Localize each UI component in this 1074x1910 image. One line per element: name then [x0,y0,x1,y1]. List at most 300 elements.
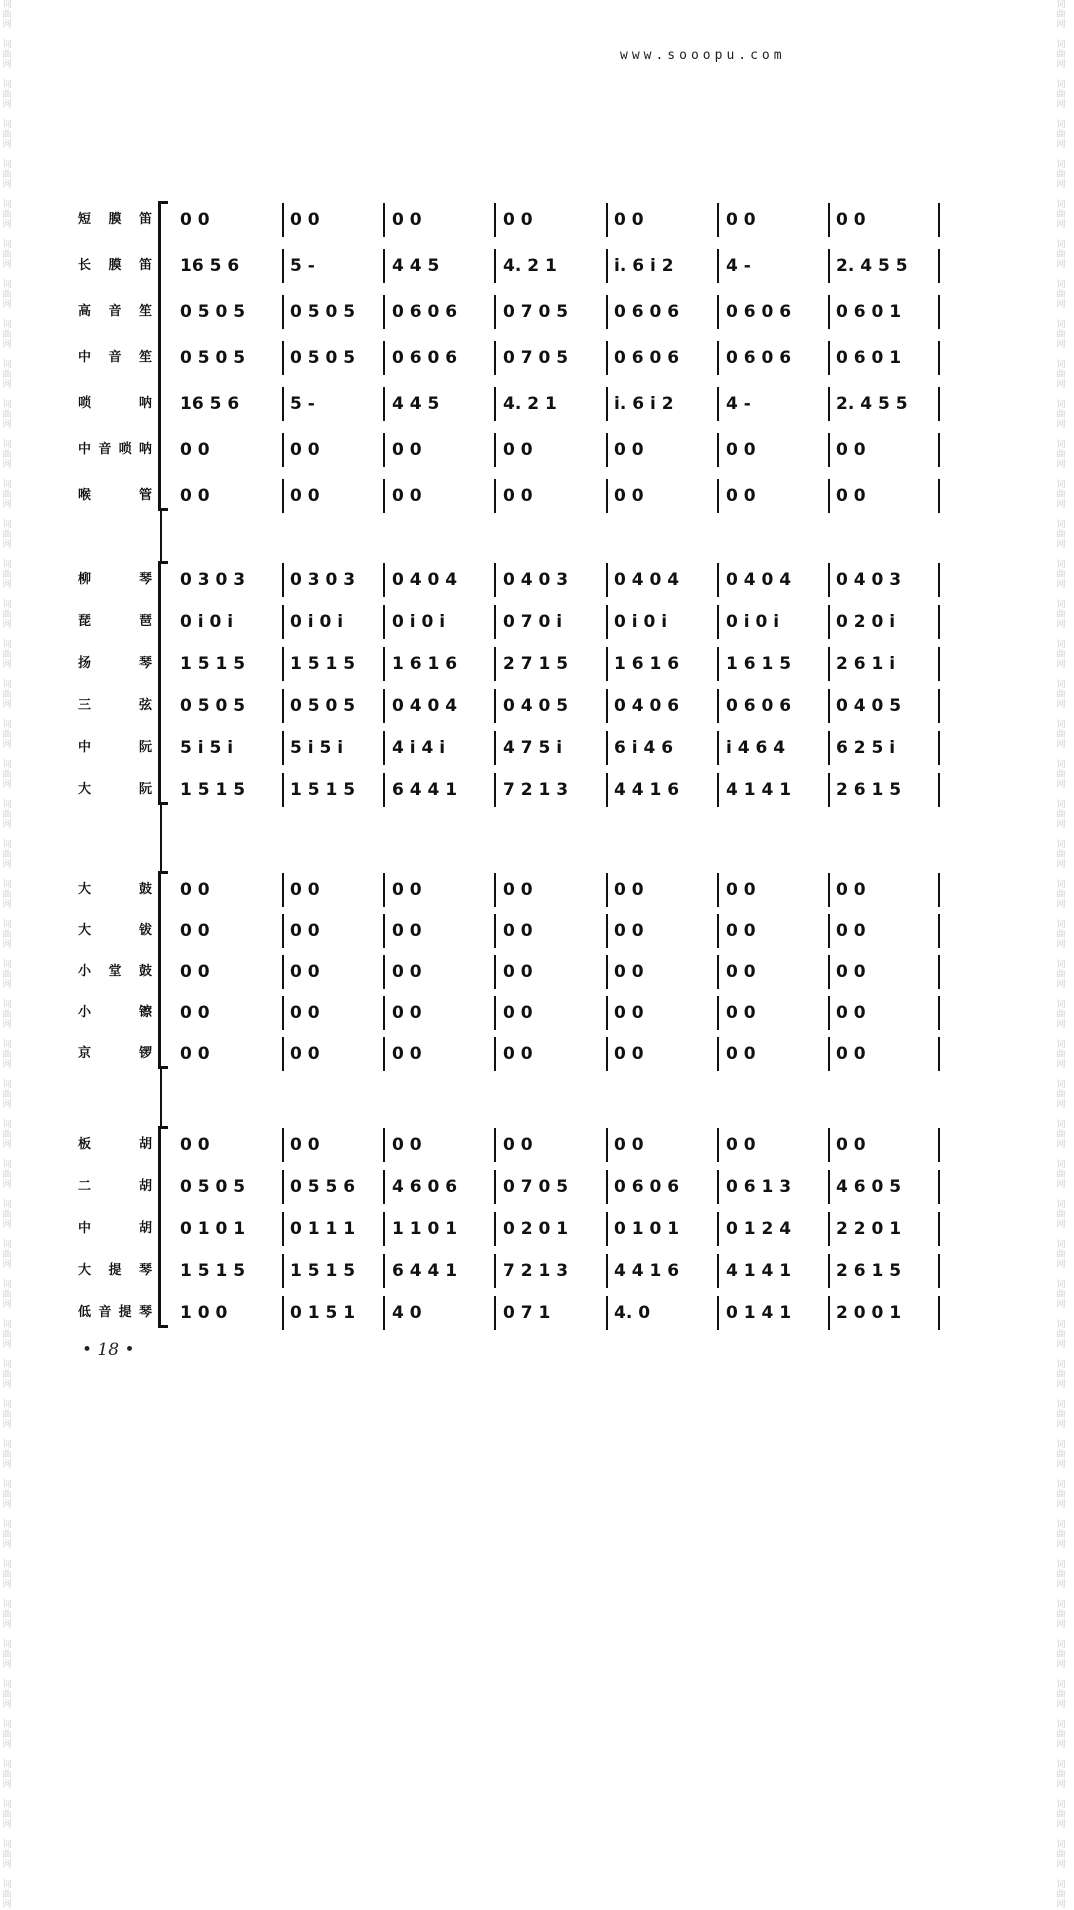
bar-line [494,563,496,597]
bar-line [828,1128,830,1162]
measure: 0 5 0 5 [180,1177,246,1197]
measure: 1 6 1 6 [614,654,680,674]
measure: 0 1 1 1 [290,1219,356,1239]
bar-line [383,996,385,1030]
instrument-label: 中胡 [78,1221,152,1236]
bar-line [383,1296,385,1330]
instrument-row [0,1130,1074,1160]
bar-line [717,689,719,723]
bar-line [828,731,830,765]
measure: 4 4 1 6 [614,780,680,800]
measure: 2 6 1 5 [836,780,902,800]
measure: 0 4 0 4 [614,570,680,590]
bar-line [282,1254,284,1288]
bar-line [282,955,284,989]
measure: 0 0 [180,1003,210,1023]
instrument-row [0,775,1074,805]
measure: 0 6 0 6 [392,348,458,368]
instrument-row [0,1214,1074,1244]
bar-line [606,1296,608,1330]
measure: 1 5 1 5 [290,1261,356,1281]
measure: 0 0 [290,880,320,900]
measure: 0 5 0 5 [290,696,356,716]
measure: 0 5 0 5 [290,348,356,368]
bar-line [606,1170,608,1204]
bar-line [717,731,719,765]
bar-line [494,914,496,948]
measure: 0 4 0 5 [836,696,902,716]
instrument-row [0,607,1074,637]
instrument-label: 琵琶 [78,614,152,629]
instrument-row [0,1256,1074,1286]
bar-line [606,295,608,329]
bar-line [606,996,608,1030]
bar-line [606,731,608,765]
measure: 0 0 [180,486,210,506]
bar-line [938,1037,940,1071]
bar-line [282,203,284,237]
instrument-row [0,649,1074,679]
measure: 0 0 [180,962,210,982]
bar-line [282,1037,284,1071]
bar-line [282,563,284,597]
measure: 0 0 [392,440,422,460]
bar-line [938,295,940,329]
system-connector [160,805,162,871]
bar-line [938,773,940,807]
measure: 0 0 [614,1135,644,1155]
instrument-row [0,733,1074,763]
measure: 0 0 [614,486,644,506]
measure: 0 0 [290,210,320,230]
measure: 6 2 5 i [836,738,896,758]
measure: 7 2 1 3 [503,1261,569,1281]
instrument-row [0,297,1074,327]
bar-line [717,387,719,421]
bar-line [494,873,496,907]
bar-line [494,689,496,723]
measure: 4. 2 1 [503,394,557,414]
measure: 0 0 [180,880,210,900]
bar-line [938,433,940,467]
measure: 0 0 [726,486,756,506]
bar-line [282,731,284,765]
bar-line [606,914,608,948]
measure: 7 2 1 3 [503,780,569,800]
measure: 4 0 [392,1303,422,1323]
instrument-label: 中阮 [78,740,152,755]
bar-line [494,647,496,681]
bar-line [717,1170,719,1204]
bar-line [282,249,284,283]
measure: i 4 6 4 [726,738,786,758]
measure: 5 - [290,394,315,414]
instrument-label: 喉管 [78,488,152,503]
instrument-row [0,916,1074,946]
bar-line [828,1254,830,1288]
measure: 2 6 1 i [836,654,896,674]
bar-line [606,873,608,907]
instrument-row [0,957,1074,987]
measure: 0 1 2 4 [726,1219,792,1239]
measure: 0 5 0 5 [290,302,356,322]
bar-line [494,605,496,639]
instrument-label: 中音唢呐 [78,442,152,457]
measure: 1 6 1 5 [726,654,792,674]
measure: 0 2 0 i [836,612,896,632]
bar-line [494,1254,496,1288]
measure: 4 1 4 1 [726,1261,792,1281]
measure: 0 0 [290,486,320,506]
bar-line [383,605,385,639]
measure: 0 7 0 i [503,612,563,632]
measure: 0 0 [503,1135,533,1155]
measure: 0 3 0 3 [290,570,356,590]
bar-line [828,295,830,329]
measure: 0 0 [180,921,210,941]
bar-line [717,873,719,907]
measure: 1 6 1 6 [392,654,458,674]
measure: 0 4 0 4 [392,570,458,590]
bar-line [717,203,719,237]
measure: 0 1 5 1 [290,1303,356,1323]
instrument-label: 二胡 [78,1179,152,1194]
measure: 0 0 [503,1044,533,1064]
bar-line [717,1254,719,1288]
measure: 4 1 4 1 [726,780,792,800]
bar-line [938,873,940,907]
measure: 0 0 [503,210,533,230]
bar-line [606,1037,608,1071]
instrument-row [0,343,1074,373]
measure: 0 4 0 4 [726,570,792,590]
bar-line [494,1128,496,1162]
bar-line [383,955,385,989]
instrument-row [0,389,1074,419]
bar-line [938,996,940,1030]
measure: 2 0 0 1 [836,1303,902,1323]
bar-line [828,647,830,681]
bar-line [606,689,608,723]
bar-line [717,563,719,597]
bar-line [494,295,496,329]
measure: 0 0 [180,210,210,230]
bar-line [494,387,496,421]
bar-line [717,773,719,807]
measure: 0 0 [836,962,866,982]
instrument-label: 高音笙 [78,304,152,319]
bar-line [606,479,608,513]
measure: 0 0 [726,1003,756,1023]
bar-line [282,647,284,681]
watermark-right: 词 曲 网 词 曲 网 词 曲 网 词 曲 网 词 曲 网 词 曲 网 词 曲 网 词 曲 网 词 曲 网 词 曲 网 词 曲 网 词 曲 网 词 曲 网 词 曲 网 词 曲 网 词 曲 网 词 曲 网 词 曲 网 词 曲 网 词 曲 网 词 曲 网 词 曲 网 词 曲 网 词 曲 网 词 曲 网 词 曲 网 词 曲 网 词 曲 网 词 曲 网 词 曲 网 词 曲 网 词 曲 网 词 曲 网 词 曲 网 词 曲 网 词 曲 网 词 曲 网 词 曲 网 词 曲 网 词 曲 网 词 曲 网 词 曲 网 词 曲 网 词 曲 网 词 曲 网 词 曲 网 词 曲 网 词 曲 网 [1056,0,1066,1910]
measure: 0 5 0 5 [180,696,246,716]
measure: 5 i 5 i [180,738,234,758]
bar-line [828,341,830,375]
measure: 0 i 0 i [290,612,344,632]
measure: 0 0 [290,962,320,982]
measure: 0 5 0 5 [180,348,246,368]
bar-line [383,295,385,329]
measure: 0 0 [726,1044,756,1064]
bar-line [383,203,385,237]
measure: 0 4 0 3 [503,570,569,590]
bar-line [717,1128,719,1162]
bar-line [606,563,608,597]
measure: 5 i 5 i [290,738,344,758]
measure: 0 i 0 i [392,612,446,632]
bar-line [828,1037,830,1071]
instrument-label: 中音笙 [78,350,152,365]
measure: 5 - [290,256,315,276]
bar-line [828,479,830,513]
bar-line [383,341,385,375]
measure: 0 0 [836,921,866,941]
measure: 0 0 [290,440,320,460]
measure: 16 5 6 [180,394,240,414]
bar-line [828,1296,830,1330]
instrument-label: 大阮 [78,782,152,797]
measure: 0 0 [392,921,422,941]
measure: 0 6 0 1 [836,348,902,368]
bar-line [383,1128,385,1162]
measure: 0 0 [290,921,320,941]
bar-line [282,873,284,907]
measure: 0 0 [836,486,866,506]
bar-line [717,341,719,375]
bar-line [494,433,496,467]
bar-line [938,731,940,765]
bar-line [606,605,608,639]
bar-line [828,996,830,1030]
measure: 0 2 0 1 [503,1219,569,1239]
measure: 0 i 0 i [180,612,234,632]
instrument-label: 长膜笛 [78,258,152,273]
bar-line [383,249,385,283]
bar-line [606,955,608,989]
measure: 2 7 1 5 [503,654,569,674]
measure: 0 4 0 3 [836,570,902,590]
bar-line [717,914,719,948]
measure: 1 5 1 5 [180,654,246,674]
bar-line [494,1037,496,1071]
measure: 4 i 4 i [392,738,446,758]
measure: 0 0 [836,1135,866,1155]
instrument-row [0,1039,1074,1069]
measure: 0 5 0 5 [180,302,246,322]
measure: 0 1 4 1 [726,1303,792,1323]
bar-line [494,1170,496,1204]
bar-line [282,1128,284,1162]
measure: 0 7 0 5 [503,1177,569,1197]
bar-line [717,1212,719,1246]
measure: 4 4 5 [392,394,440,414]
bar-line [606,341,608,375]
bar-line [828,914,830,948]
measure: 0 7 0 5 [503,302,569,322]
bar-line [606,773,608,807]
bar-line [828,605,830,639]
instrument-label: 唢呐 [78,396,152,411]
bar-line [282,1296,284,1330]
bar-line [938,341,940,375]
measure: 0 6 0 1 [836,302,902,322]
bar-line [938,387,940,421]
instrument-label: 板胡 [78,1137,152,1152]
page-number: • 18 • [82,1340,135,1360]
instrument-label: 京锣 [78,1046,152,1061]
measure: 4 4 1 6 [614,1261,680,1281]
bar-line [494,731,496,765]
measure: 0 0 [392,486,422,506]
instrument-row [0,875,1074,905]
bar-line [282,689,284,723]
measure: 0 0 [392,1003,422,1023]
bar-line [938,605,940,639]
bar-line [828,203,830,237]
website-url: www.sooopu.com [620,48,786,63]
bar-line [717,1037,719,1071]
bar-line [494,773,496,807]
measure: 0 0 [180,1044,210,1064]
measure: 0 0 [726,880,756,900]
bar-line [494,1296,496,1330]
measure: 0 0 [836,210,866,230]
bar-line [606,249,608,283]
measure: 4 7 5 i [503,738,563,758]
measure: 0 0 [836,440,866,460]
instrument-row [0,435,1074,465]
system-connector [160,1069,162,1126]
bar-line [282,387,284,421]
measure: i. 6 i 2 [614,256,674,276]
measure: 6 i 4 6 [614,738,674,758]
measure: 0 5 5 6 [290,1177,356,1197]
bar-line [828,387,830,421]
bar-line [383,1212,385,1246]
bar-line [717,479,719,513]
measure: 0 0 [614,210,644,230]
bar-line [717,249,719,283]
measure: 0 7 0 5 [503,348,569,368]
measure: 0 0 [503,440,533,460]
measure: 0 4 0 4 [392,696,458,716]
bar-line [282,341,284,375]
measure: 0 0 [614,880,644,900]
measure: 0 i 0 i [614,612,668,632]
bar-line [383,479,385,513]
instrument-label: 小堂鼓 [78,964,152,979]
plucked-group-bracket [158,561,161,805]
measure: 0 0 [836,1003,866,1023]
measure: 0 6 1 3 [726,1177,792,1197]
bar-line [383,731,385,765]
bar-line [938,1128,940,1162]
instrument-label: 柳琴 [78,572,152,587]
measure: 0 0 [180,1135,210,1155]
measure: 0 0 [392,962,422,982]
bar-line [383,433,385,467]
bar-line [717,955,719,989]
measure: 0 6 0 6 [614,1177,680,1197]
measure: 0 6 0 6 [392,302,458,322]
bar-line [282,605,284,639]
measure: 0 0 [503,486,533,506]
bar-line [938,647,940,681]
bar-line [606,1212,608,1246]
bar-line [606,1254,608,1288]
bar-line [282,996,284,1030]
measure: 0 0 [726,1135,756,1155]
bar-line [717,433,719,467]
measure: 0 6 0 6 [726,348,792,368]
measure: 0 7 1 [503,1303,551,1323]
measure: 0 0 [836,1044,866,1064]
measure: 0 0 [614,962,644,982]
bar-line [717,295,719,329]
bar-line [494,249,496,283]
measure: 4. 0 [614,1303,651,1323]
measure: 2. 4 5 5 [836,256,908,276]
measure: 6 4 4 1 [392,1261,458,1281]
bar-line [828,249,830,283]
bar-line [828,1212,830,1246]
bar-line [606,387,608,421]
bar-line [383,873,385,907]
bar-line [282,295,284,329]
instrument-row [0,481,1074,511]
instrument-row [0,998,1074,1028]
measure: 0 0 [290,1003,320,1023]
bar-line [383,1170,385,1204]
bar-line [383,1037,385,1071]
measure: 0 0 [392,1044,422,1064]
bar-line [282,914,284,948]
instrument-label: 低音提琴 [78,1305,152,1320]
bar-line [282,773,284,807]
bar-line [938,1212,940,1246]
bar-line [494,1212,496,1246]
bar-line [606,1128,608,1162]
measure: 2. 4 5 5 [836,394,908,414]
bar-line [828,433,830,467]
bar-line [717,1296,719,1330]
measure: 16 5 6 [180,256,240,276]
measure: 2 6 1 5 [836,1261,902,1281]
bar-line [494,341,496,375]
bar-line [938,1254,940,1288]
bar-line [383,563,385,597]
instrument-label: 扬琴 [78,656,152,671]
bar-line [938,479,940,513]
measure: 1 5 1 5 [180,1261,246,1281]
measure: 0 i 0 i [726,612,780,632]
bar-line [717,605,719,639]
measure: 0 6 0 6 [614,302,680,322]
bar-line [494,996,496,1030]
bar-line [828,563,830,597]
bar-line [938,689,940,723]
bar-line [938,203,940,237]
measure: 0 3 0 3 [180,570,246,590]
bar-line [828,773,830,807]
measure: 1 0 0 [180,1303,228,1323]
measure: 0 1 0 1 [180,1219,246,1239]
measure: 4 - [726,256,751,276]
measure: 0 0 [290,1044,320,1064]
bar-line [383,689,385,723]
measure: 0 0 [503,921,533,941]
